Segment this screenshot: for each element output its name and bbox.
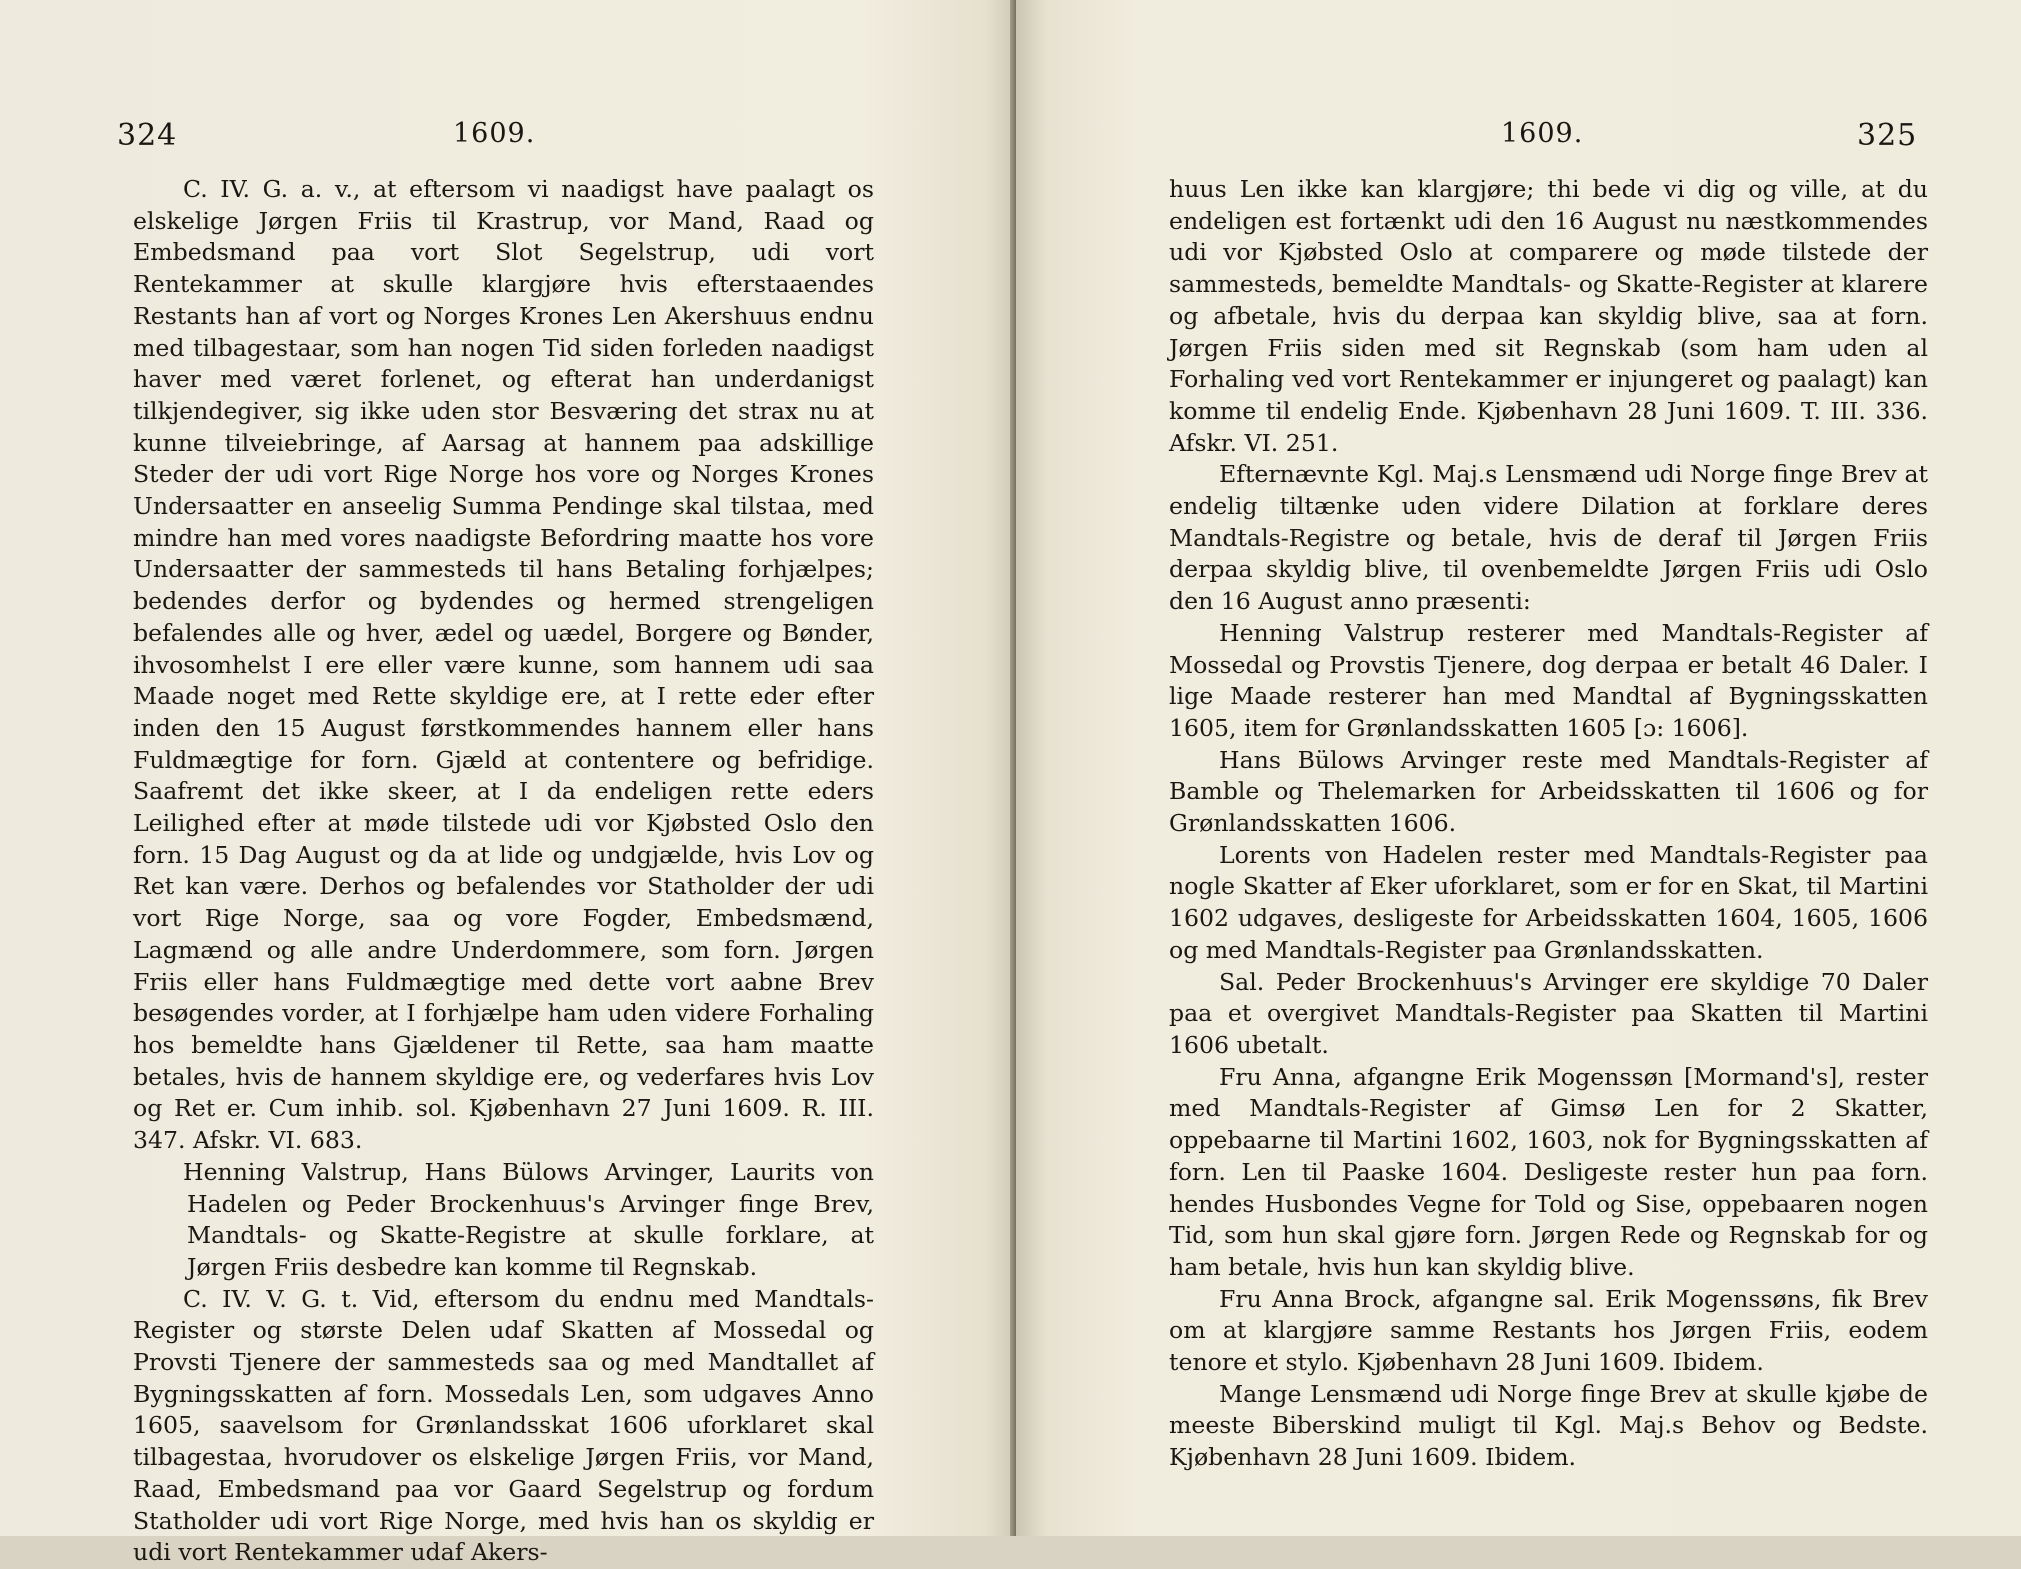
paragraph: Hans Bülows Arvinger reste med Mandtals-Register af Bamble og Thelemarken for Arbeidsskatten til 1606 og for Grønlandsskatten 1606. (1169, 745, 1928, 838)
paragraph: Sal. Peder Brockenhuus's Arvinger ere skyldige 70 Daler paa et overgivet Mandtals-Register paa Skatten til Martini 1606 ubetalt. (1169, 967, 1928, 1059)
paragraph: C. IV. G. a. v., at eftersom vi naadigst have paalagt os elskelige Jørgen Friis til Krastrup, vor Mand, Raad og Embedsmand paa vort Slot Segelstrup, udi vort Rentekammer at skulle klargjøre hvis efterstaaendes Restants han af vort og Norges Krones Len Akershuus endnu med tilbagestaar, som han nogen Tid siden forleden naadigst haver med været forlenet, og efterat han underdanigst tilkjendegiver, sig ikke uden stor Besværing det strax nu at kunne tilveiebringe, af Aarsag at hannem paa adskillige Steder der udi vort Rige Norge hos vore og Norges Krones Undersaatter en anseelig Summa Pendinge skal tilstaa, med mindre han med vores naadigste Befordring maatte hos vore Undersaatter der sammesteds til hans Betaling forhjælpes; bedendes derfor og bydendes og hermed strengeligen befalendes alle og hver, ædel og uædel, Borgere og Bønder, ihvosomhelst I ere eller være kunne, som hannem udi saa Maade noget med Rette skyldige ere, at I rette eder efter inden den 15 August førstkommendes hannem eller hans Fuldmægtige for forn. Gjæld at contentere og befridige. Saafremt det ikke skeer, at I da endeligen rette eders Leilighed efter at møde tilstede udi vor Kjøbsted Oslo den forn. 15 Dag August og da at lide og undgjælde, hvis Lov og Ret kan være. Derhos og befalendes vor Statholder der udi vort Rige Norge, saa og vore Fogder, Embedsmænd, Lagmænd og alle andre Underdommere, som forn. Jørgen Friis eller hans Fuldmægtige med dette vort aabne Brev besøgendes vorder, at I forhjælpe ham uden videre Forhaling hos bemeldte hans Gjældener til Rette, saa ham maatte betales, hvis de hannem skyldige ere, og vederfares hvis Lov og Ret er. Cum inhib. sol. Kjøbenhavn 27 Juni 1609. R. III. 347. Afskr. VI. 683. (133, 175, 874, 1155)
paragraph: Lorents von Hadelen rester med Mandtals-Register paa nogle Skatter af Eker uforklaret, som er for en Skat, til Martini 1602 udgaves, desligeste for Arbeidsskatten 1604, 1605, 1606 og med Mandtals-Register paa Grønlandsskatten. (1169, 840, 1928, 964)
paragraph: Henning Valstrup resterer med Mandtals-Register af Mossedal og Provstis Tjenere, dog derpaa er betalt 46 Daler. I lige Maade resterer han med Mandtal af Bygningsskatten 1605, item for Grønlandsskatten 1605 [ɔ: 1606]. (1169, 618, 1928, 742)
paragraph: huus Len ikke kan klargjøre; thi bede vi dig og ville, at du endeligen est fortænkt udi den 16 August nu næstkommendes udi vor Kjøbsted Oslo at comparere og møde tilstede der sammesteds, bemeldte Mandtals- og Skatte-Register at klarere og afbetale, hvis du derpaa kan skyldig blive, saa at forn. Jørgen Friis siden med sit Regnskab (som ham uden al Forhaling ved vort Rentekammer er injungeret og paalagt) kan komme til endelig Ende. Kjøbenhavn 28 Juni 1609. T. III. 336. Afskr. VI. 251. (1169, 175, 1928, 457)
page-number: 325 (1857, 118, 1918, 153)
running-head: 1609. (453, 118, 536, 149)
paragraph: C. IV. V. G. t. Vid, eftersom du endnu med Mandtals-Register og største Delen udaf Skatten af Mossedal og Provsti Tjenere der sammesteds saa og med Mandtallet af Bygningsskatten af forn. Mossedals Len, som udgaves Anno 1605, saavelsom for Grønlandsskat 1606 uforklaret skal tilbagestaa, hvorudover os elskelige Jørgen Friis, vor Mand, Raad, Embedsmand paa vor Gaard Segelstrup og fordum Statholder udi vort Rige Norge, med hvis han os skyldig er udi vort Rentekammer udaf Akers- (133, 1284, 874, 1567)
right-page (1016, 0, 2021, 1536)
paragraph: Henning Valstrup, Hans Bülows Arvinger, Laurits von Hadelen og Peder Brockenhuus's Arvinger finge Brev, Mandtals- og Skatte-Registre at skulle forklare, at Jørgen Friis desbedre kan komme til Regnskab. (183, 1157, 874, 1281)
paragraph: Fru Anna Brock, afgangne sal. Erik Mogenssøns, fik Brev om at klargjøre samme Restants hos Jørgen Friis, eodem tenore et stylo. Kjøbenhavn 28 Juni 1609. Ibidem. (1169, 1284, 1928, 1377)
running-head: 1609. (1501, 118, 1584, 149)
paragraph: Fru Anna, afgangne Erik Mogenssøn [Mormand's], rester med Mandtals-Register af Gimsø Len for 2 Skatter, oppebaarne til Martini 1602, 1603, nok for Bygningsskatten af forn. Len til Paaske 1604. Desligeste rester hun paa forn. hendes Husbondes Vegne for Told og Sise, oppebaaren nogen Tid, som hun skal gjøre forn. Jørgen Rede og Regnskab for og ham betale, hvis hun kan skyldig blive. (1169, 1062, 1928, 1281)
right-body-text (1169, 174, 1928, 1474)
paragraph: Mange Lensmænd udi Norge finge Brev at skulle kjøbe de meeste Biberskind muligt til Kgl. Maj.s Behov og Bedste. Kjøbenhavn 28 Juni 1609. Ibidem. (1169, 1379, 1928, 1472)
page-number: 324 (117, 118, 178, 153)
left-body-text (133, 174, 874, 1569)
paragraph: Efternævnte Kgl. Maj.s Lensmænd udi Norge finge Brev at endelig tiltænke uden videre Dilation at forklare deres Mandtals-Registre og betale, hvis de deraf til Jørgen Friis derpaa skyldig blive, til ovenbemeldte Jørgen Friis udi Oslo den 16 August anno præsenti: (1169, 460, 1928, 616)
